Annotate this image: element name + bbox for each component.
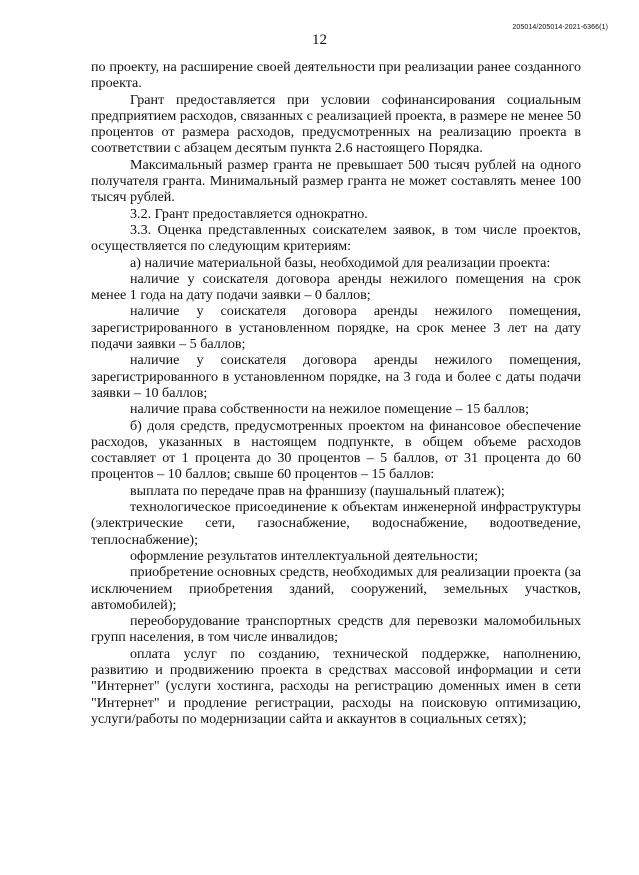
paragraph: а) наличие материальной базы, необходимой для реализации проекта: (130, 254, 551, 271)
paragraph: наличие у соискателя договора аренды нежилого помещения, зарегистрированного в установленном порядке, на срок менее 3 лет на дату подачи заявки – 5 баллов; (91, 303, 581, 353)
paragraph: выплата по передаче прав на франшизу (паушальный платеж); (130, 482, 505, 499)
paragraph: наличие у соискателя договора аренды нежилого помещения на срок менее 1 года на дату подачи заявки – 0 баллов; (91, 270, 581, 304)
paragraph: приобретение основных средств, необходимых для реализации проекта (за исключением приобретения зданий, сооружений, земельных участков, автомобилей); (91, 564, 581, 613)
paragraph: наличие у соискателя договора аренды нежилого помещения, зарегистрированного в установленном порядке, на 3 года и более с даты подачи заявки – 10 баллов; (91, 352, 581, 401)
paragraph: наличие права собственности на нежилое помещение – 15 баллов; (130, 401, 529, 418)
paragraph: оплата услуг по созданию, технической поддержке, наполнению, развитию и продвижению проекта в средствах массовой информации и сети "Интернет" (услуги хостинга, расходы на регистрацию доменных имен в сети "Интернет" и продление регистрации, расходы на поисковую оптимизацию, услуги/работы по модернизации сайта и аккаунтов в социальных сетях); (91, 645, 581, 727)
paragraph: 3.2. Грант предоставляется однократно. (130, 205, 368, 222)
paragraph: б) доля средств, предусмотренных проектом на финансовое обеспечение расходов, указанных в настоящем подпункте, в общем объеме расходов составляет от 1 процента до 30 процентов – 5 баллов, от 31 процента до 60 процентов – 10 баллов; свыше 60 процентов – 15 баллов: (91, 417, 581, 483)
paragraph: оформление результатов интеллектуальной деятельности; (130, 547, 479, 564)
paragraph: Максимальный размер гранта не превышает 500 тысяч рублей на одного получателя гранта. Минимальный размер гранта не может составлять менее 100 тысяч рублей. (91, 156, 581, 206)
paragraph: технологическое присоединение к объектам инженерной инфраструктуры (электрические сети, газоснабжение, водоснабжение, водоотведение, теплоснабжение); (91, 499, 581, 548)
paragraph: Грант предоставляется при условии софинансирования социальным предприятием расходов, связанных с реализацией проекта, в размере не менее 50 процентов от размера расходов, предусмотренных на реализацию проекта в соответствии с абзацем десятым пункта 2.6 настоящего Порядка. (91, 91, 581, 157)
paragraph: 3.3. Оценка представленных соискателем заявок, в том числе проектов, осуществляется по следующим критериям: (91, 221, 581, 255)
document-id: 205014/205014-2021-6366(1) (512, 24, 608, 31)
paragraph: переоборудование транспортных средств для перевозки маломобильных групп населения, в том числе инвалидов; (91, 613, 581, 646)
paragraph: по проекту, на расширение своей деятельности при реализации ранее созданного проекта. (91, 59, 581, 92)
page-number: 12 (312, 32, 327, 48)
document-body (91, 59, 581, 727)
